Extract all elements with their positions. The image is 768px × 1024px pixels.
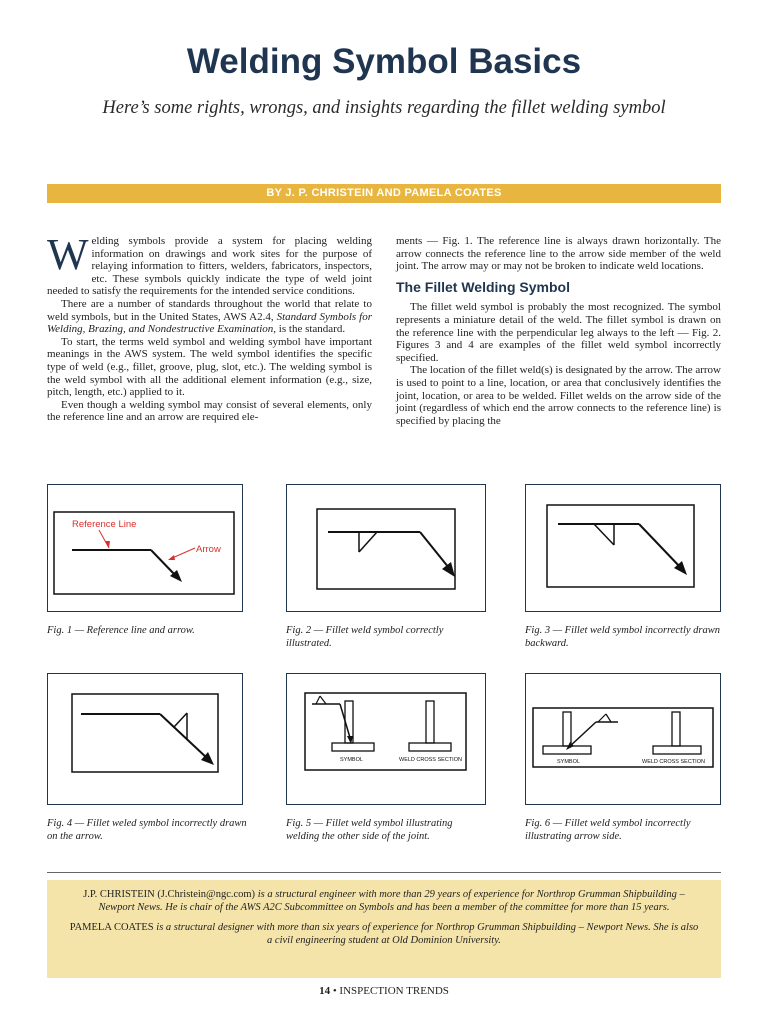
figure-4 [47, 673, 243, 805]
figure-3-drawing [526, 485, 722, 613]
arrow-label: Arrow [196, 544, 221, 555]
page-number: 14 [319, 985, 331, 997]
symbol-label: SYMBOL [557, 759, 580, 765]
paragraph-terms: To start, the terms weld symbol and welding symbol have important meanings in the AWS system. The weld symbol identifies the specific type of weld (e.g., fillet, groove, plug, slot, etc.). The welding symbol is the weld symbol with all the additional element information (e.g., size, pitch, length, etc.) applied to it. [47, 335, 372, 399]
paragraph-standards: There are a number of standards throughout the world that relate to weld symbols, but in the United States, AWS A2.4, Standard Symbols for Welding, Brazing, and Nondestructive Examination, is the standard. [47, 297, 372, 336]
bio-coates: PAMELA COATES is a structural designer with more than six years of experience for Northrop Grumman Shipbuilding – Newport News. She is also a civil engineering student at Old Dominion University. [69, 922, 699, 946]
section-label: WELD CROSS SECTION [642, 759, 705, 765]
paragraph-location: The location of the fillet weld(s) is designated by the arrow. The arrow is used to point to a line, location, or area that conclusively identifies the joint, location, or area to be welded. Fillet welds on the arrow side of the joint (regardless of which end the arrow connects to the reference line) is specified by placing the [396, 364, 721, 427]
figure-6-drawing [526, 674, 722, 806]
author-bio-box [47, 880, 721, 978]
paragraph-intro: elding symbols provide a system for placing welding information on drawings and work sites for the purpose of relaying information to fitters, welders, fabricators, inspectors, etc. These symbols quickly indicate the type of weld joint needed to satisfy the requirements for the intended service conditions. [47, 235, 372, 298]
body-column-left [47, 230, 372, 424]
figure-3-caption: Fig. 3 — Fillet weld symbol incorrectly drawn backward. [525, 625, 721, 649]
publication-name: INSPECTION TRENDS [339, 985, 449, 997]
reference-line-label: Reference Line [72, 519, 137, 530]
bio-christein: J.P. CHRISTEIN (J.Christein@ngc.com) is a structural engineer with more than 29 years of experience for Northrop Grumman Shipbuilding – Newport News. He is chair of the AWS A2C Subcommittee on Symbols and has been a member of the committee for more than 15 years. [83, 889, 685, 913]
figure-5-drawing [287, 674, 487, 806]
byline-bar: BY J. P. CHRISTEIN AND PAMELA COATES [47, 184, 721, 203]
page-footer: 14 • INSPECTION TRENDS [319, 985, 449, 997]
standard-title: Standard Symbols for Welding, Brazing, and Nondestructive Examination [47, 310, 372, 336]
drop-cap: W [47, 230, 89, 279]
paragraph-reference-line: ments — Fig. 1. The reference line is always drawn horizontally. The arrow connects the reference line to the arrow side member of the weld joint. The arrow may or may not be broken to indicate weld locations. [396, 235, 721, 273]
figure-2 [286, 484, 486, 612]
figure-6 [525, 673, 721, 805]
body-column-right [396, 235, 721, 427]
article-title: Welding Symbol Basics [186, 42, 582, 81]
figure-4-caption: Fig. 4 — Fillet weled symbol incorrectly drawn on the arrow. [47, 818, 247, 842]
figure-2-drawing [287, 485, 487, 613]
section-label: WELD CROSS SECTION [399, 757, 462, 763]
paragraph-fillet-symbol: The fillet weld symbol is probably the most recognized. The symbol represents a miniature detail of the weld. The fillet symbol is drawn on the reference line with the perpendicular leg always to the left — Fig. 2. Figures 3 and 4 are examples of the fillet weld symbol incorrectly specified. [396, 301, 721, 364]
article-subtitle: Here’s some rights, wrongs, and insights regarding the fillet welding symbol [102, 98, 666, 118]
figure-5 [286, 673, 486, 805]
figure-2-caption: Fig. 2 — Fillet weld symbol correctly illustrated. [286, 625, 444, 649]
figure-5-caption: Fig. 5 — Fillet weld symbol illustrating welding the other side of the joint. [286, 818, 453, 842]
divider [47, 872, 721, 873]
figure-4-drawing [48, 674, 244, 806]
figure-1-caption: Fig. 1 — Reference line and arrow. [47, 625, 195, 636]
figure-6-caption: Fig. 6 — Fillet weld symbol incorrectly illustrating arrow side. [525, 818, 691, 842]
section-heading: The Fillet Welding Symbol [396, 278, 570, 295]
figure-1-drawing [48, 485, 244, 613]
figure-1 [47, 484, 243, 612]
figure-3 [525, 484, 721, 612]
symbol-label: SYMBOL [340, 757, 363, 763]
paragraph-elements: Even though a welding symbol may consist of several elements, only the reference line and an arrow are required ele- [47, 398, 372, 424]
